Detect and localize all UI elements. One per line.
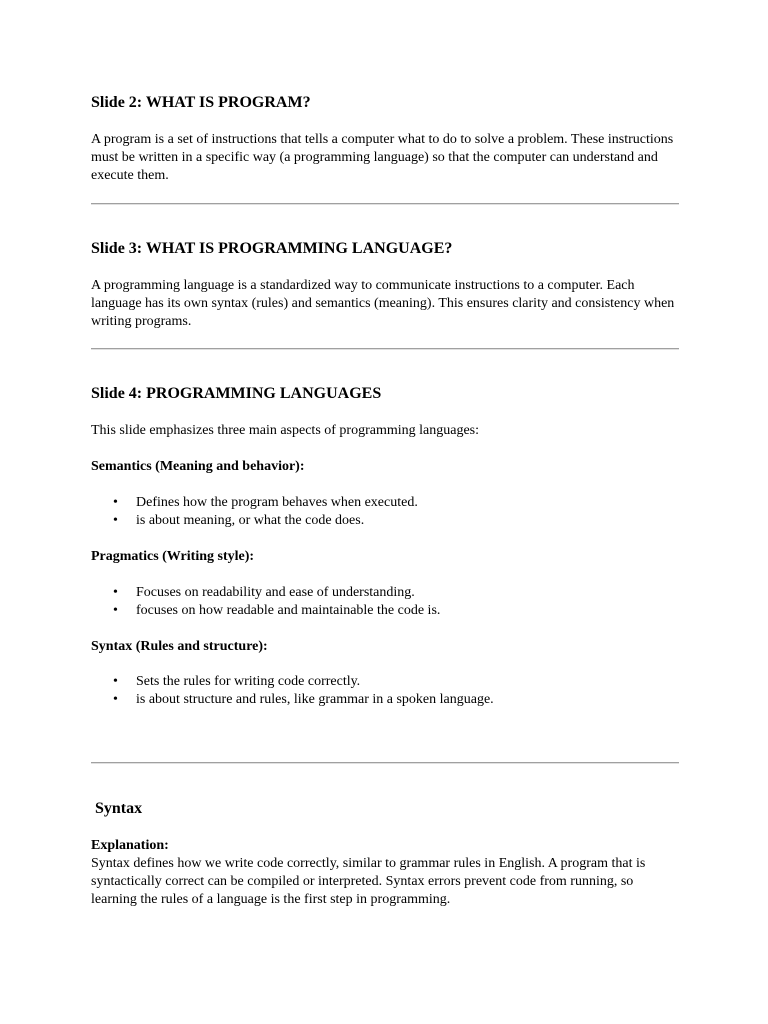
- list-item: • focuses on how readable and maintainable the code is.: [113, 603, 441, 618]
- slide4-intro: This slide emphasizes three main aspects of programming languages:: [91, 423, 480, 438]
- bullet-icon: •: [113, 585, 118, 600]
- slide4-title: Slide 4: PROGRAMMING LANGUAGES: [91, 385, 382, 402]
- semantics-list: [91, 494, 679, 530]
- slide3-body: A programming language is a standardized way to communicate instructions to a computer. Each language has its own syntax (rules) and semantics (meaning). This ensures clarity and consistency when writing programs.: [91, 278, 675, 329]
- slide3-title: Slide 3: WHAT IS PROGRAMMING LANGUAGE?: [91, 240, 453, 257]
- list-item: • Focuses on readability and ease of understanding.: [113, 585, 415, 600]
- divider-1: [91, 203, 679, 205]
- list-item: • Sets the rules for writing code correctly.: [113, 674, 361, 689]
- syntax-section-title: Syntax: [95, 800, 143, 817]
- syntax-heading: Syntax (Rules and structure):: [91, 639, 268, 654]
- bullet-icon: •: [113, 674, 118, 689]
- list-item: • Defines how the program behaves when executed.: [113, 495, 418, 510]
- slide2-body: A program is a set of instructions that tells a computer what to do to solve a problem. These instructions must be written in a specific way (a programming language) so that the computer can understand and execute them.: [91, 132, 674, 183]
- syntax-list: [91, 673, 679, 709]
- bullet-icon: •: [113, 692, 118, 707]
- list-item: • is about structure and rules, like grammar in a spoken language.: [113, 692, 494, 707]
- bullet-icon: •: [113, 495, 118, 510]
- pragmatics-list: [91, 584, 679, 620]
- semantics-heading: Semantics (Meaning and behavior):: [91, 459, 305, 474]
- syntax-section-body: Syntax defines how we write code correctly, similar to grammar rules in English. A program that is syntactically correct can be compiled or interpreted. Syntax errors prevent code from running, so learning the rules of a language is the first step in programming.: [91, 856, 646, 907]
- bullet-icon: •: [113, 513, 118, 528]
- slide2-title: Slide 2: WHAT IS PROGRAM?: [91, 94, 311, 111]
- explanation-label: Explanation:: [91, 838, 169, 853]
- pragmatics-heading: Pragmatics (Writing style):: [91, 549, 255, 564]
- bullet-icon: •: [113, 603, 118, 618]
- divider-3: [91, 762, 679, 764]
- list-item: • is about meaning, or what the code does.: [113, 513, 365, 528]
- divider-2: [91, 348, 679, 350]
